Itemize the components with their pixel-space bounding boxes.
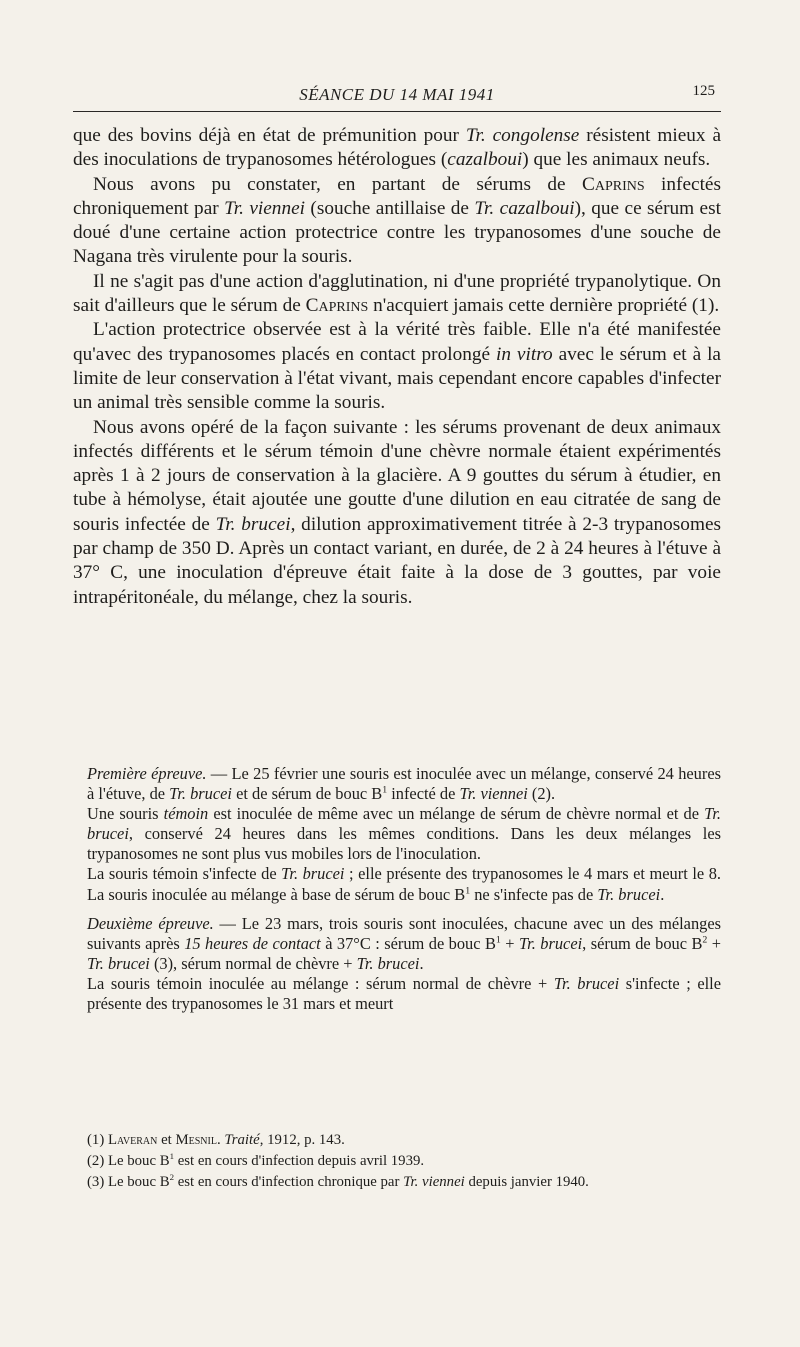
experiment-paragraph: Une souris témoin est inoculée de même avec un mélange de sérum de chèvre normal et de Tr. brucei, conservé 24 heures dans les mêmes conditions. Dans les deux mélanges les trypanosomes ne sont plus vus mobiles lors de l'inoculation. bbox=[87, 804, 721, 864]
footnote: (1) Laveran et Mesnil. Traité, 1912, p. 143. bbox=[87, 1132, 345, 1148]
experiment-paragraph: Première épreuve. — Le 25 février une souris est inoculée avec un mélange, conservé 24 heures à l'étuve, de Tr. brucei et de sérum de bouc $B^1$ infecté de Tr. viennei (2). bbox=[87, 764, 721, 804]
footnotes bbox=[87, 1130, 721, 1192]
experiment-paragraph: La souris témoin inoculée au mélange : sérum normal de chèvre + Tr. brucei s'infecte ; elle présente des trypanosomes le 31 mars et meurt bbox=[87, 973, 721, 1014]
paragraph: L'action protectrice observée est à la vérité très faible. Elle n'a été manifestée qu'avec des trypanosomes placés en contact prolongé in vitro avec le sérum et à la limite de leur conservation à l'état vivant, mais cependant encore capables d'infecter un animal très sensible comme la souris. bbox=[73, 319, 721, 414]
paragraph: Il ne s'agit pas d'une action d'agglutination, ni d'une propriété trypanolytique. On sait d'ailleurs que le sérum de Caprins n'acquiert jamais cette dernière propriété (1). bbox=[73, 270, 721, 317]
footnote: (3) Le bouc $B^2$ est en cours d'infection chronique par Tr. viennei depuis janvier 1940. bbox=[87, 1171, 589, 1190]
experiment-paragraph: Deuxième épreuve. — Le 23 mars, trois souris sont inoculées, chacune avec un des mélanges suivants après 15 heures de contact à 37°C : sérum de bouc $B^1 + Tr$. brucei, sérum de bouc $B^2 + Tr$. brucei (3), sérum normal de chèvre + Tr. brucei. bbox=[87, 913, 721, 973]
main-text bbox=[73, 124, 721, 610]
paragraph: que des bovins déjà en état de prémunition pour Tr. congolense résistent mieux à des inoculations de trypanosomes hétérologues (cazalboui) que les animaux neufs. bbox=[73, 125, 722, 171]
header-rule bbox=[73, 111, 721, 112]
page-header bbox=[73, 80, 721, 110]
running-title: SÉANCE DU 14 MAI 1941 bbox=[299, 85, 495, 104]
footnote: (2) Le bouc $B^1$ est en cours d'infection depuis avril 1939. bbox=[87, 1150, 425, 1169]
paragraph: Nous avons opéré de la façon suivante : les sérums provenant de deux animaux infectés différents et le sérum témoin d'une chèvre normale étaient expérimentés après 1 à 2 jours de conservation à la glacière. A 9 gouttes du sérum à étudier, en tube à hémolyse, était ajoutée une goutte d'une dilution en eau citratée de sang de souris infectée de Tr. brucei, dilution approximativement titrée à 2-3 trypanosomes par champ de 350 D. Après un contact variant, en durée, de 2 à 24 heures à l'étuve à 37° C, une inoculation d'épreuve était faite à la dose de 3 gouttes, par voie intrapéritonéale, du mélange, chez la souris. bbox=[73, 416, 722, 608]
experiment-text bbox=[87, 764, 721, 1014]
page-number: 125 bbox=[692, 83, 715, 99]
paragraph: Nous avons pu constater, en partant de sérums de Caprins infectés chroniquement par Tr. viennei (souche antillaise de Tr. cazalboui), que ce sérum est doué d'une certaine action protectrice contre les trypanosomes d'une souche de Nagana très virulente pour la souris. bbox=[73, 173, 721, 268]
experiment-paragraph: La souris témoin s'infecte de Tr. brucei ; elle présente des trypanosomes le 4 mars et meurt le 8. La souris inoculée au mélange à base de sérum de bouc $B^1$ ne s'infecte pas de Tr. brucei. bbox=[87, 864, 721, 904]
